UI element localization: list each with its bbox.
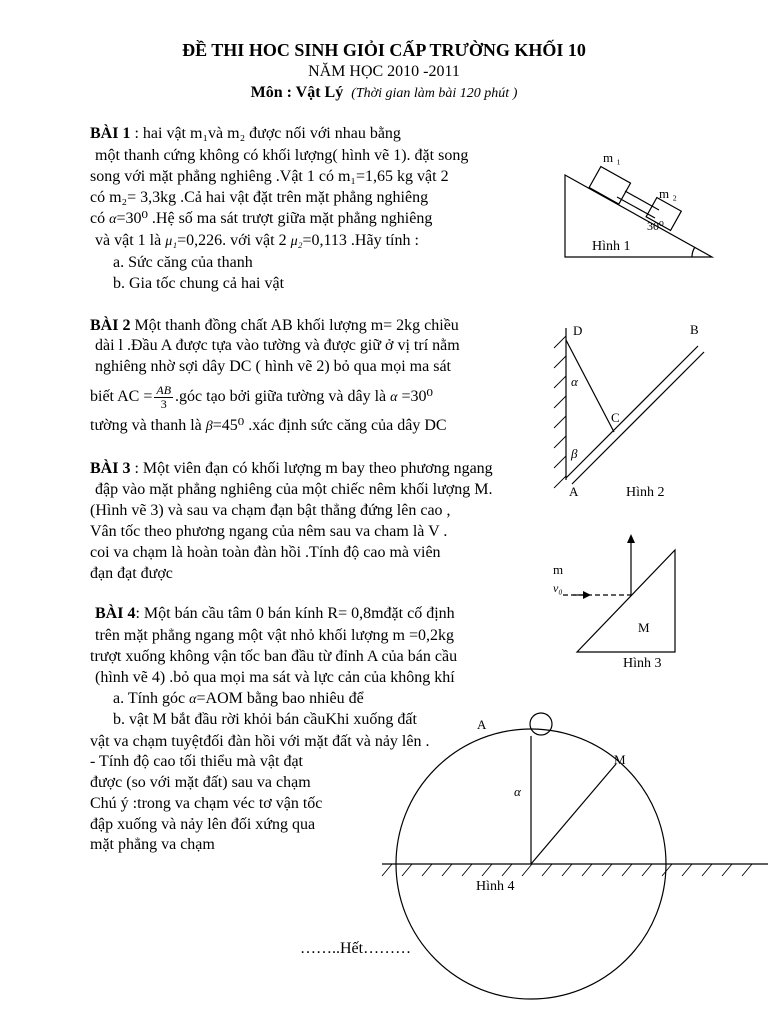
bai4-line11: đập xuống và nảy lên đối xứng qua (90, 816, 316, 833)
bai1-text-6a: và vật 1 là (95, 232, 162, 249)
arrow-right-head (583, 591, 591, 599)
m2-label: m ₂ (659, 186, 677, 201)
bai4-text-1: : Một bán cầu tâm 0 bán kính R= 0,8mđặt cố định (135, 605, 455, 622)
school-year: NĂM HỌC 2010 -2011 (308, 63, 460, 80)
bai2-text-1: Một thanh đồng chất AB khối lượng m= 2kg chiều (134, 317, 459, 334)
bai3-line2: đập vào mặt phẳng nghiêng của một chiếc nêm khối lượng M. (95, 481, 493, 498)
figure-2-rod-wall (540, 318, 715, 503)
wall-hatching (554, 336, 566, 488)
figure-4-caption: Hình 4 (476, 879, 515, 894)
beta-symbol: β (205, 419, 213, 434)
bai4-line4: (hình vẽ 4) .bỏ qua mọi ma sát và lực cản của không khí (95, 669, 455, 686)
time-note: (Thời gian làm bài 120 phút ) (351, 86, 518, 101)
figure-1-caption: Hình 1 (592, 239, 631, 254)
bai2-heading: BÀI 2 (90, 317, 131, 334)
bai3-text-1: : Một viên đạn có khối lượng m bay theo phương ngang (134, 460, 493, 477)
bai2-text-4b: .góc tạo bởi giữa tường và dây là (175, 388, 387, 406)
bai1-question-b: b. Gia tốc chung cả hai vật (113, 275, 285, 292)
arrow-up-head (627, 534, 635, 543)
bai1-text-5b: =30⁰ .Hệ số ma sát trượt giữa mặt phẳng nghiêng (116, 210, 433, 227)
rod-ab-edge (572, 352, 704, 484)
page-title: ĐỀ THI HOC SINH GIỎI CẤP TRƯỜNG KHỐI 10 (182, 40, 586, 60)
mu2-symbol: μ₂ (290, 234, 303, 249)
bai3-line1 (90, 459, 493, 479)
bai1-line3: song với mặt phẳng nghiêng .Vật 1 có m₁=1,65 kg vật 2 (90, 168, 449, 185)
bai1-question-a: a. Sức căng của thanh (113, 254, 253, 271)
bai4-line3: trượt xuống không vận tốc ban đầu từ đỉnh A của bán cầu (90, 648, 458, 665)
label-M: M (638, 620, 650, 635)
bai1-text-6b: =0,226. với vật 2 (177, 232, 287, 249)
label-D: D (573, 323, 583, 338)
bai4-line12: mặt phẳng va chạm (90, 836, 215, 853)
bai1-text-5a: có (90, 210, 106, 227)
bai2-text-5a: tường và thanh là (90, 417, 202, 434)
angle-label: 30⁰ (647, 219, 664, 233)
bai3-line3: (Hình vẽ 3) và sau va chạm đạn bật thẳng đứng lên cao , (90, 502, 451, 519)
label-beta: β (571, 446, 578, 461)
figure-3-wedge (545, 530, 695, 675)
incline-triangle (565, 175, 712, 257)
bai4-line1 (95, 604, 455, 624)
label-B: B (690, 322, 699, 337)
bai1-text-6c: =0,113 .Hãy tính : (302, 232, 419, 249)
mu1-symbol: μ₁ (165, 234, 178, 249)
bai3-line6: đạn đạt được (90, 565, 173, 582)
bai1-line4: có m₂= 3,3kg .Cả hai vật đặt trên mặt phẳng nghiêng (90, 189, 429, 206)
subject-label: Môn : Vật Lý (250, 84, 344, 101)
bai2-text-4a: biết AC = (90, 388, 153, 406)
fraction-denominator: 3 (160, 397, 167, 411)
figure-2-caption: Hình 2 (626, 485, 665, 500)
small-object-A (530, 713, 552, 735)
bai2-text-5b: =45⁰ .xác định sức căng của dây DC (212, 417, 447, 434)
alpha-symbol: α (189, 692, 197, 707)
bai4-text-qa1: a. Tính góc (113, 690, 186, 707)
bai2-text-4c: =30⁰ (401, 388, 433, 406)
label-m: m (553, 562, 564, 577)
bai4-line2: trên mặt phẳng ngang một vật nhỏ khối lượng m =0,2kg (95, 627, 454, 644)
label-A: A (569, 484, 579, 499)
bai1-line2: một thanh cứng không có khối lượng( hình vẽ 1). đặt song (95, 147, 469, 164)
bai2-line2: dài l .Đầu A được tựa vào tường và được giữ ở vị trí nằm (95, 337, 460, 354)
bai4-question-b: b. vật M bắt đầu rời khỏi bán cầuKhi xuống đất (113, 711, 417, 728)
connecting-rod-2 (625, 191, 659, 210)
rod-ab (566, 346, 698, 478)
bai1-line5 (90, 209, 432, 230)
subject-line (0, 84, 768, 102)
bai2-line3: nghiêng nhờ sợi dây DC ( hình vẽ 2) bỏ qua mọi ma sát (95, 358, 451, 375)
wedge-M (577, 550, 675, 652)
radius-OM (531, 764, 616, 864)
figure-4-hemisphere (378, 706, 768, 1024)
alpha-symbol: α (390, 390, 398, 406)
label-M: M (614, 752, 626, 767)
bai4-heading: BÀI 4 (95, 605, 136, 622)
bai3-line4: Vân tốc theo phương ngang của nêm sau va cham là V . (90, 523, 448, 540)
bai2-line1 (90, 316, 459, 336)
bai3-line5: coi va chạm là hoàn toàn đàn hồi .Tính độ cao mà viên (90, 544, 441, 561)
m1-label: m ₁ (603, 150, 621, 165)
block-m1 (589, 167, 630, 205)
angle-arc (692, 247, 695, 257)
end-marker: ……..Hết……… (300, 940, 412, 957)
fraction-ab-over-3 (154, 384, 173, 411)
bai4-line7: vật va chạm tuyệtđối đàn hồi với mặt đất và nảy lên . (90, 733, 430, 750)
label-v0: v₀ (553, 581, 563, 595)
bai4-line10: Chú ý :trong va chạm véc tơ vận tốc (90, 795, 323, 812)
figure-3-caption: Hình 3 (623, 656, 662, 671)
label-alpha: α (514, 784, 521, 799)
bai2-line5 (90, 416, 447, 437)
label-A: A (477, 717, 487, 732)
bai3-heading: BÀI 3 (90, 460, 131, 477)
bai1-text-1: : hai vật m₁và m₂ được nối với nhau bằng (134, 125, 401, 142)
bai1-heading: BÀI 1 (90, 125, 131, 142)
label-alpha: α (571, 374, 578, 389)
bai1-line1 (90, 124, 401, 144)
bai4-text-qa2: =AOM bằng bao nhiêu để (196, 690, 364, 707)
alpha-symbol: α (109, 212, 117, 227)
bai2-line4 (90, 384, 433, 411)
bai4-question-a (113, 689, 364, 710)
label-C: C (611, 410, 620, 425)
bai4-line9: được (so với mặt đất) sau va chạm (90, 774, 311, 791)
bai1-line6 (95, 231, 419, 252)
figure-1-incline (555, 145, 720, 265)
fraction-numerator: AB (156, 383, 172, 397)
ground-hatching (382, 864, 752, 876)
bai4-line8: - Tính độ cao tối thiểu mà vật đạt (90, 753, 303, 770)
